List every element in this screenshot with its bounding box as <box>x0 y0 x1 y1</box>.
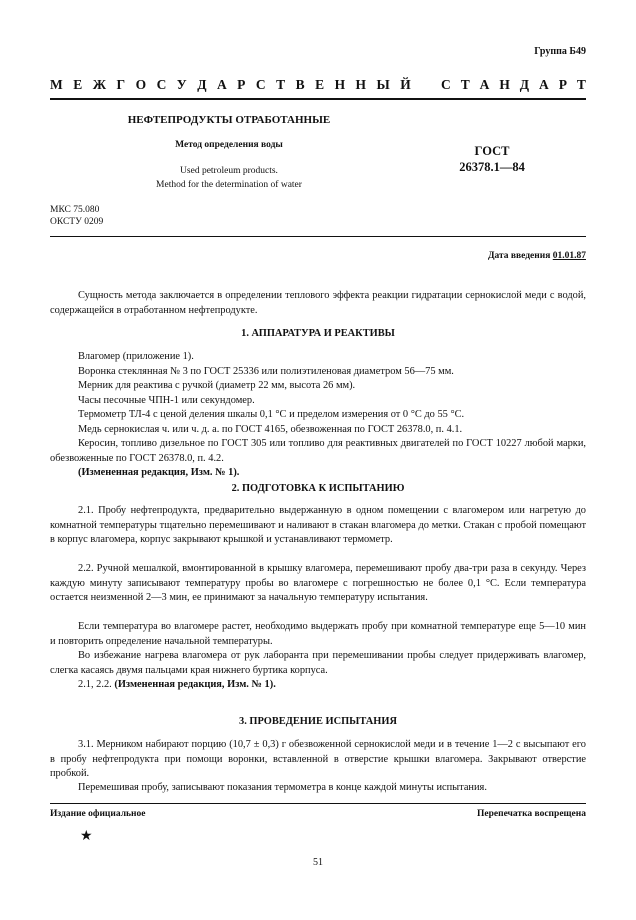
banner-letter: М <box>50 77 63 92</box>
section3-paragraph: Перемешивая пробу, записывают показания термометра в конце каждой минуты испытания. <box>78 782 487 793</box>
list-item: Медь сернокислая ч. или ч. д. а. по ГОСТ 4165, обезвоженная по ГОСТ 26378.0, п. 4.1. <box>78 423 463 435</box>
gost-label: ГОСТ <box>474 144 510 158</box>
banner-letter: Ж <box>92 77 107 92</box>
section2-heading: 2. ПОДГОТОВКА К ИСПЫТАНИЮ <box>231 483 405 494</box>
amendment-note: (Измененная редакция, Изм. № 1). <box>114 679 276 690</box>
banner-letter: Р <box>237 77 246 92</box>
section2-amendment <box>50 678 586 693</box>
list-item: Воронка стеклянная № 3 по ГОСТ 25336 или полиэтиленовая диаметром 56—75 мм. <box>78 365 454 377</box>
mks-code: МКС 75.080 <box>50 205 100 215</box>
banner-letter: Е <box>315 77 325 92</box>
okstu-code: ОКСТУ 0209 <box>50 217 104 227</box>
banner-letter: В <box>295 77 305 92</box>
english-title-line1: Used petroleum products. <box>180 166 278 176</box>
page-number: 51 <box>313 857 323 868</box>
intro-paragraph: Сущность метода заключается в определении теплового эффекта реакции гидратации сернокислой меди с водой, содержащейся в отработанном нефтепродукте. <box>50 290 586 316</box>
section2-paragraph: 2.2. Ручной мешалкой, вмонтированной в крышку влагомера, перемешивают пробу два-три раза в секунду. Через каждую минуту записывают температуру пробы во влагомере с погрешностью не более 0,1 °С. Если температура остается неизменной 2—3 мин, ее принимают за начальную температуру испытания. <box>50 563 586 603</box>
method-title: Метод определения воды <box>175 140 283 150</box>
banner-letter: С <box>156 77 167 92</box>
section3-paragraph: 3.1. Мерником набирают порцию (10,7 ± 0,3) г обезвоженной сернокислой меди и в течение 1—2 с высыпают его в пробу нефтепродукта при помощи воронки, вставленной в отверстие крышки влагомера. Закрывают отверстие пробкой. <box>50 739 586 779</box>
banner-letter: О <box>135 77 147 92</box>
section1-heading: 1. АППАРАТУРА И РЕАКТИВЫ <box>241 328 395 339</box>
banner-letter: Е <box>73 77 83 92</box>
banner-letter: С <box>255 77 266 92</box>
banner-letter: Т <box>276 77 286 92</box>
banner-letter: А <box>479 77 490 92</box>
banner-letter: У <box>176 77 187 92</box>
amendment-prefix: 2.1, 2.2. <box>78 679 112 690</box>
banner-rule <box>50 98 586 100</box>
banner-word-standard <box>441 77 586 93</box>
section2-paragraph: Если температура во влагомере растет, необходимо выдержать пробу при комнатной температуре еще 5—10 мин и повторить определение начальной температуры. <box>50 621 586 647</box>
banner-letter: А <box>216 77 227 92</box>
section2-paragraph: Во избежание нагрева влагомера от рук лаборанта при перемешивании пробы следует придерживать влагомер, слегка касаясь двумя пальцами края нижнего буртика корпуса. <box>50 650 586 676</box>
title-rule <box>50 236 586 237</box>
banner-letter: Р <box>558 77 567 92</box>
banner-letter: С <box>441 77 451 92</box>
banner-letter: Д <box>197 77 207 92</box>
list-item: Мерник для реактива с ручкой (диаметр 22 мм, высота 26 мм). <box>78 380 356 391</box>
gost-designation <box>432 143 552 175</box>
banner-letter: Н <box>334 77 346 92</box>
amendment-note: (Измененная редакция, Изм. № 1). <box>78 467 240 478</box>
section1-list <box>50 350 586 481</box>
footer-rule <box>50 803 586 804</box>
list-item: Керосин, топливо дизельное по ГОСТ 305 или топливо для реактивных двигателей по ГОСТ 10227 любой марки, обезвоженные по ГОСТ 26378.0, п. 4.2. <box>50 438 586 464</box>
banner-letter: Т <box>460 77 470 92</box>
banner-letter: Т <box>576 77 586 92</box>
footer-official: Издание официальное <box>50 809 146 819</box>
list-item: Влагомер (приложение 1). <box>78 351 194 362</box>
standard-banner <box>50 74 586 96</box>
english-title-line2: Method for the determination of water <box>156 180 302 190</box>
gost-number: 26378.1—84 <box>459 160 525 174</box>
footer-reprint: Перепечатка воспрещена <box>476 809 586 819</box>
section2-paragraph: 2.1. Пробу нефтепродукта, предварительно выдержанную в одном помещении с влагомером или нагретую до комнатной температуры тщательно перемешивают и наливают в стакан влагомера до метки. Стакан с пробой помещают в корпус влагомера, корпус закрывают крышкой и устанавливают термометр. <box>50 505 586 545</box>
banner-letter: Ы <box>376 77 390 92</box>
group-code: Группа Б49 <box>534 46 586 57</box>
document-title: НЕФТЕПРОДУКТЫ ОТРАБОТАННЫЕ <box>127 114 331 126</box>
banner-letter: Н <box>355 77 367 92</box>
banner-letter: А <box>539 77 549 92</box>
banner-letter: Д <box>519 77 530 92</box>
section3-heading: 3. ПРОВЕДЕНИЕ ИСПЫТАНИЯ <box>239 716 397 727</box>
introduction-date <box>488 251 586 261</box>
list-item: Часы песочные ЧПН-1 или секундомер. <box>78 394 255 406</box>
date-value: 01.01.87 <box>552 251 586 261</box>
banner-letter: Н <box>499 77 510 92</box>
list-item: Термометр ТЛ-4 с ценой деления шкалы 0,1 °С и пределом измерения от 0 °С до 55 °С. <box>78 409 465 420</box>
banner-letter: Г <box>116 77 126 92</box>
star-icon: ★ <box>80 829 93 844</box>
banner-letter: Й <box>400 77 411 92</box>
date-label: Дата введения <box>487 251 551 261</box>
banner-word-interstate <box>50 77 411 93</box>
